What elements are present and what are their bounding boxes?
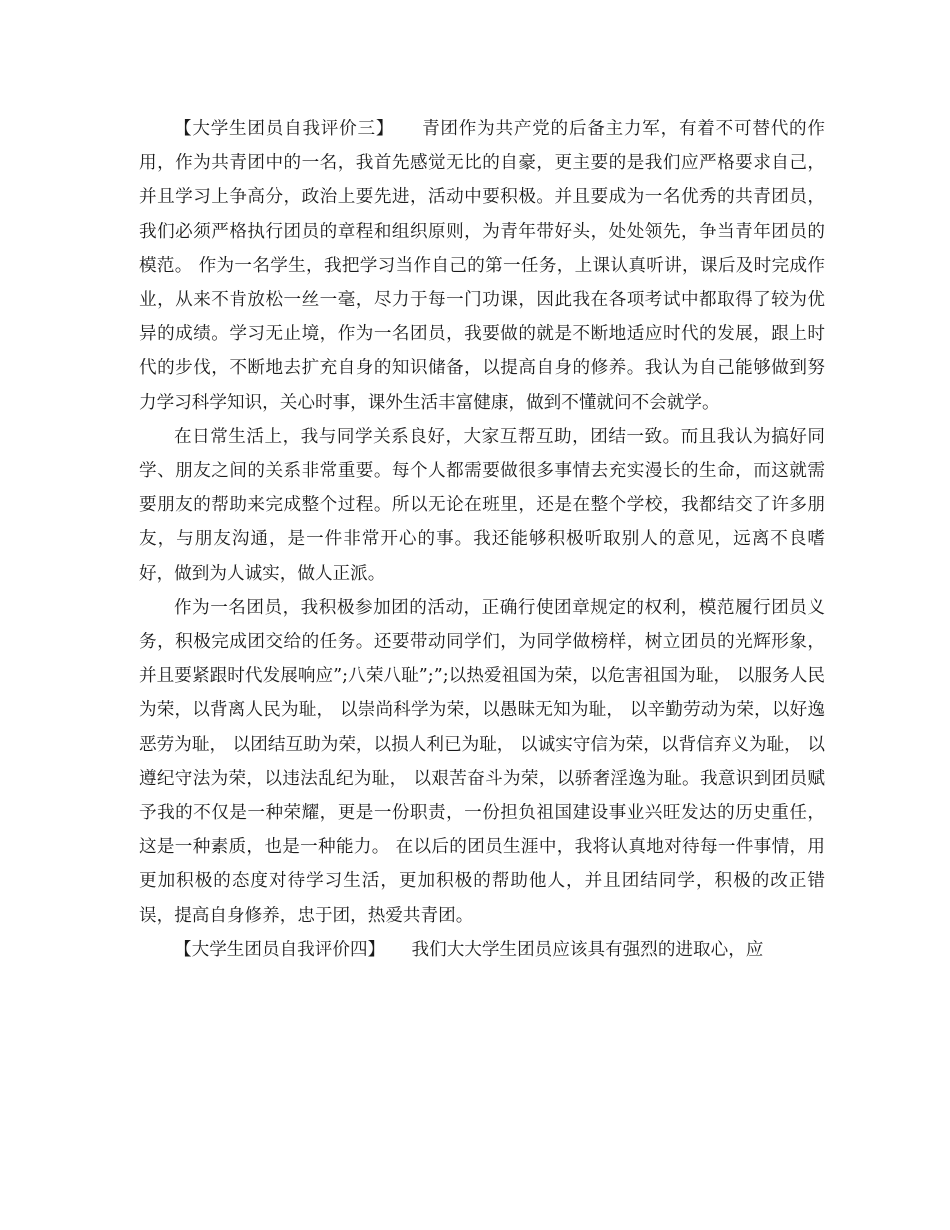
paragraph-league-activities: 作为一名团员，我积极参加团的活动，正确行使团章规定的权利，模范履行团员义务，积极完成团交给的任务。还要带动同学们，为同学做榜样，树立团员的光辉形象，并且要紧跟时代发展响应”;八荣八耻”;”;以热爱祖国为荣，以危害祖国为耻， 以服务人民为荣，以背离人民为耻， 以崇尚科学为荣，以愚昧无知为耻， 以辛勤劳动为荣，以好逸恶劳为耻， 以团结互助为荣，以损人利已为耻， 以诚实守信为荣，以背信弃义为耻， 以遵纪守法为荣，以违法乱纪为耻， 以艰苦奋斗为荣，以骄奢淫逸为耻。我意识到团员赋予我的不仅是一种荣耀，更是一份职责，一份担负祖国建设事业兴旺发达的历史重任，这是一种素质，也是一种能力。 在以后的团员生涯中，我将认真地对待每一件事情，用更加积极的态度对待学习生活，更加积极的帮助他人，并且团结同学，积极的改正错误，提高自身修养，忠于团，热爱共青团。 [139, 597, 825, 926]
paragraph-self-evaluation-four: 【大学生团员自我评价四】 我们大大学生团员应该具有强烈的进取心，应 [174, 939, 764, 960]
paragraph-daily-life: 在日常生活上，我与同学关系良好，大家互帮互助，团结一致。而且我认为搞好同学、朋友之间的关系非常重要。每个人都需要做很多事情去充实漫长的生命，而这就需要朋友的帮助来完成整个过程。所以无论在班里，还是在整个学校，我都结交了许多朋友，与朋友沟通，是一件非常开心的事。我还能够积极听取别人的意见，远离不良嗜好，做到为人诚实，做人正派。 [139, 426, 825, 584]
document-body [139, 112, 825, 967]
paragraph-self-evaluation-three: 【大学生团员自我评价三】 青团作为共产党的后备主力军，有着不可替代的作用，作为共青团中的一名，我首先感觉无比的自豪，更主要的是我们应严格要求自己，并且学习上争高分，政治上要先进，活动中要积极。并且要成为一名优秀的共青团员，我们必须严格执行团员的章程和组织原则，为青年带好头，处处领先，争当青年团员的模范。 作为一名学生，我把学习当作自己的第一任务，上课认真听讲，课后及时完成作业，从来不肯放松一丝一毫，尽力于每一门功课，因此我在各项考试中都取得了较为优异的成绩。学习无止境，作为一名团员，我要做的就是不断地适应时代的发展，跟上时代的步伐，不断地去扩充自身的知识储备，以提高自身的修养。我认为自己能够做到努力学习科学知识，关心时事，课外生活丰富健康，做到不懂就问不会就学。 [139, 119, 825, 413]
